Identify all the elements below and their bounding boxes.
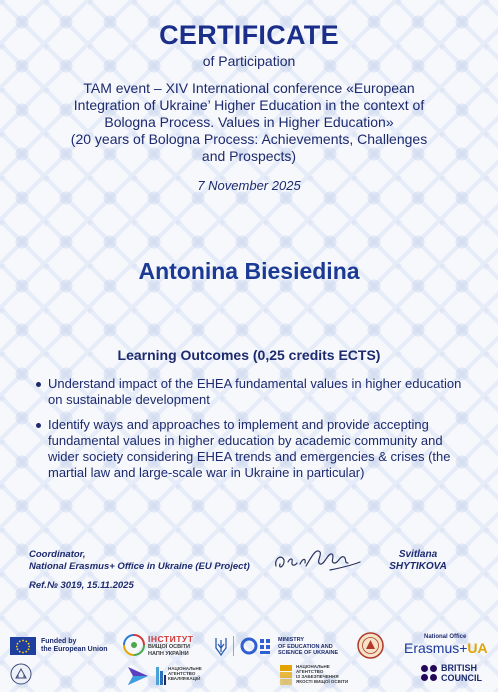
institute-sub-line: НАПН УКРАЇНИ <box>148 650 189 657</box>
qualifications-agency-icon <box>155 665 167 687</box>
event-line: TAM event – XIV International conference «European <box>83 80 415 96</box>
university-seal-icon <box>357 632 384 659</box>
ministry-line: OF EDUCATION AND <box>278 643 333 650</box>
learning-outcomes-title: Learning Outcomes (0,25 credits ECTS) <box>117 347 381 363</box>
naqa-line: ІЗ ЗАБЕЗПЕЧЕННЯ <box>296 674 339 679</box>
nac-line: АГЕНТСТВО <box>168 671 196 676</box>
recipient-name: Antonina Biesiedina <box>138 258 360 284</box>
event-line: Integration of Ukraine’ Higher Education in the context of <box>73 97 425 113</box>
institute-sub-line: ВИЩОЇ ОСВІТИ <box>148 644 190 650</box>
reference-number: Ref.№ 3019, 15.11.2025 <box>29 580 134 591</box>
learning-outcome-item: Understand impact of the EHEA fundamental values in higher education on sustainable development <box>34 376 474 408</box>
event-description <box>30 80 468 165</box>
qualifications-agency-name <box>168 666 202 681</box>
learning-outcomes-list <box>34 376 474 490</box>
naqa-line: НАЦІОНАЛЬНЕ <box>296 664 330 669</box>
erasmus-logo <box>404 640 488 656</box>
ministry-logo-icon <box>240 635 274 657</box>
event-line: and Prospects) <box>201 148 297 164</box>
certificate-title: CERTIFICATE <box>159 20 339 50</box>
signer-last-name: SHYTIKOVA <box>389 561 447 572</box>
naqa-line: АГЕНТСТВО <box>296 669 324 674</box>
british-line: BRITISH <box>441 663 477 673</box>
naqa-line: ЯКОСТІ ВИЩОЇ ОСВІТИ <box>296 679 349 684</box>
certificate-subtitle: of Participation <box>202 53 296 69</box>
university-logo-icon <box>10 663 32 685</box>
ministry-line: SCIENCE OF UKRAINE <box>278 650 339 656</box>
eu-funded-line: Funded by <box>41 638 77 645</box>
signature-image <box>270 540 370 580</box>
coordinator-role: Coordinator, <box>29 549 86 560</box>
arrow-logo-icon <box>126 665 150 687</box>
institute-logo-icon <box>122 633 146 657</box>
signer-first-name: Svitlana <box>398 549 438 560</box>
event-date: 7 November 2025 <box>197 178 301 193</box>
institute-name: ІНСТИТУТ <box>148 634 194 644</box>
signer-name <box>378 549 458 573</box>
logo-divider <box>233 636 234 656</box>
quality-agency-name <box>296 664 348 684</box>
event-line: Bologna Process. Values in Higher Education» <box>104 114 394 130</box>
erasmus-name: Erasmus+ <box>404 640 468 656</box>
erasmus-office-label: National Office <box>424 634 467 640</box>
ministry-line: MINISTRY <box>278 637 305 643</box>
coordinator-block <box>29 549 279 573</box>
learning-outcome-item: Identify ways and approaches to implement and provide accepting fundamental values in higher education by academic community and wider society considering EHEA trends and emergencies & crises (the martial law and large-scale war in Ukraine in particular) <box>34 417 474 481</box>
coordinator-office: National Erasmus+ Office in Ukraine (EU Project) <box>29 561 250 572</box>
nac-line: НАЦІОНАЛЬНЕ <box>168 666 202 671</box>
eu-union-line: the European Union <box>41 646 108 653</box>
institute-subtitle <box>148 644 190 657</box>
eu-flag-icon <box>10 637 36 655</box>
eu-funding-label <box>41 638 108 654</box>
trident-icon <box>214 636 228 656</box>
british-council-name <box>441 664 482 683</box>
erasmus-ua: UA <box>467 640 488 656</box>
event-line: (20 years of Bologna Process: Achievements, Challenges <box>70 131 428 147</box>
quality-agency-icon <box>278 663 294 687</box>
ministry-name <box>278 637 338 657</box>
british-council-icon <box>420 664 438 682</box>
nac-line: КВАЛІФІКАЦІЙ <box>168 676 201 681</box>
british-line: COUNCIL <box>441 672 482 683</box>
